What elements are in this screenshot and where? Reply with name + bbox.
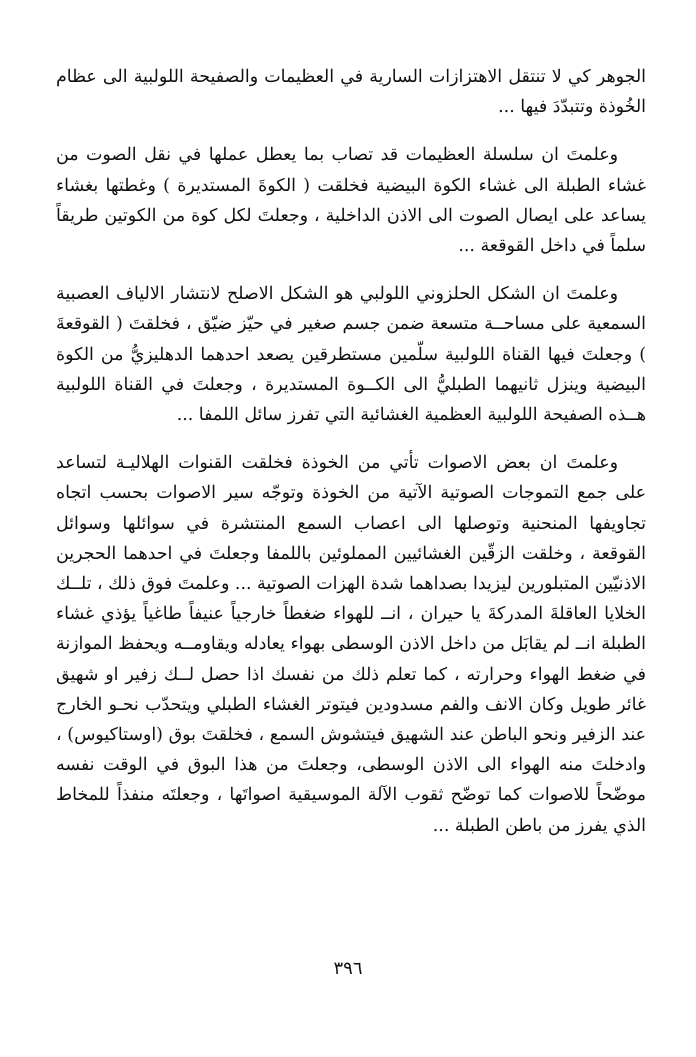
paragraph-1: الجوهر كي لا تنتقل الاهتزازات السارية في العظيمات والصفيحة اللولبية الى عظام الخُوذة وتتبدّدَ فيها ...: [56, 67, 646, 118]
paragraph-2: وعلمتَ ان سلسلة العظيمات قد تصاب بما يعطل عملها في نقل الصوت من غشاء الطبلة الى غشاء الكوة البيضية فخلقت ( الكوةَ المستديرة ) وغطتها بغشاء يساعد على ايصال الصوت الى الاذن الداخلية ، وجعلتَ لكل كوة من الكوتين طريقاً سلماً في داخل القوقعة ...: [56, 145, 646, 257]
page-body: [56, 62, 646, 841]
paragraph-4: وعلمتَ ان بعض الاصوات تأتي من الخوذة فخلقت القنوات الهلاليـة لتساعد على جمع التموجات الصوتية الآتية من الخوذة وتوجّه سير الاصوات بحسب اتجاه تجاويفها المنحنية وتوصلها الى اعصاب السمع المنتشرة في سوائلها وسوائل القوقعة ، وخلقت الزقّين الغشائيين المملوئين باللمفا وجعلتَ في احدهما الحجرين الاذنيّين المتبلورين ليزيدا بصداهما شدة الهزات الصوتية ... وعلمتَ فوق ذلك ، تلــك الخلايا العاقلةَ المدركةَ يا حيران ، انــ للهواء ضغطاً خارجياً عنيفاً طاغياً يؤذي غشاء الطبلة انــ لم يقابَل من داخل الاذن الوسطى بهواء يعادله ويقاومــه ويحفظ الموازنة في ضغط الهواء وحرارته ، كما تعلم ذلك من نفسك اذا حصل لــك زفير او شهيق غائر طويل وكان الانف والفم مسدودين فيتوتر الغشاء الطبلي ويتحدّب نحـو الخارج عند الزفير ونحو الباطن عند الشهيق فيتشوش السمع ، فخلقتَ بوق (اوستاكيوس) ، وادخلتَ منه الهواء الى الاذن الوسطى، وجعلتَ من هذا البوق في الوقت نفسه موضّحاً للاصوات كما توضّح ثقوب الآلة الموسيقية اصواتَها ، وجعلتَه منفذاً للمخاط الذي يفرز من باطن الطبلة ...: [56, 453, 646, 836]
paragraph-3: وعلمتَ ان الشكل الحلزوني اللولبي هو الشكل الاصلح لانتشار الالياف العصبية السمعية على مساحــة متسعة ضمن جسم صغير في حيّز ضيّق ، فخلقتَ ( القوقعةَ ) وجعلتَ فيها القناة اللولبية سلّمين مستطرقين يصعد احدهما الدهليزيُّ من الكوة البيضية وينزل ثانيهما الطبليُّ الى الكــوة المستديرة ، وجعلتَ في القناة اللولبية هــذه الصفيحة اللولبية العظمية الغشائية التي تفرز سائل اللمفا ...: [56, 284, 646, 426]
page-number: ٣٩٦: [333, 958, 363, 979]
